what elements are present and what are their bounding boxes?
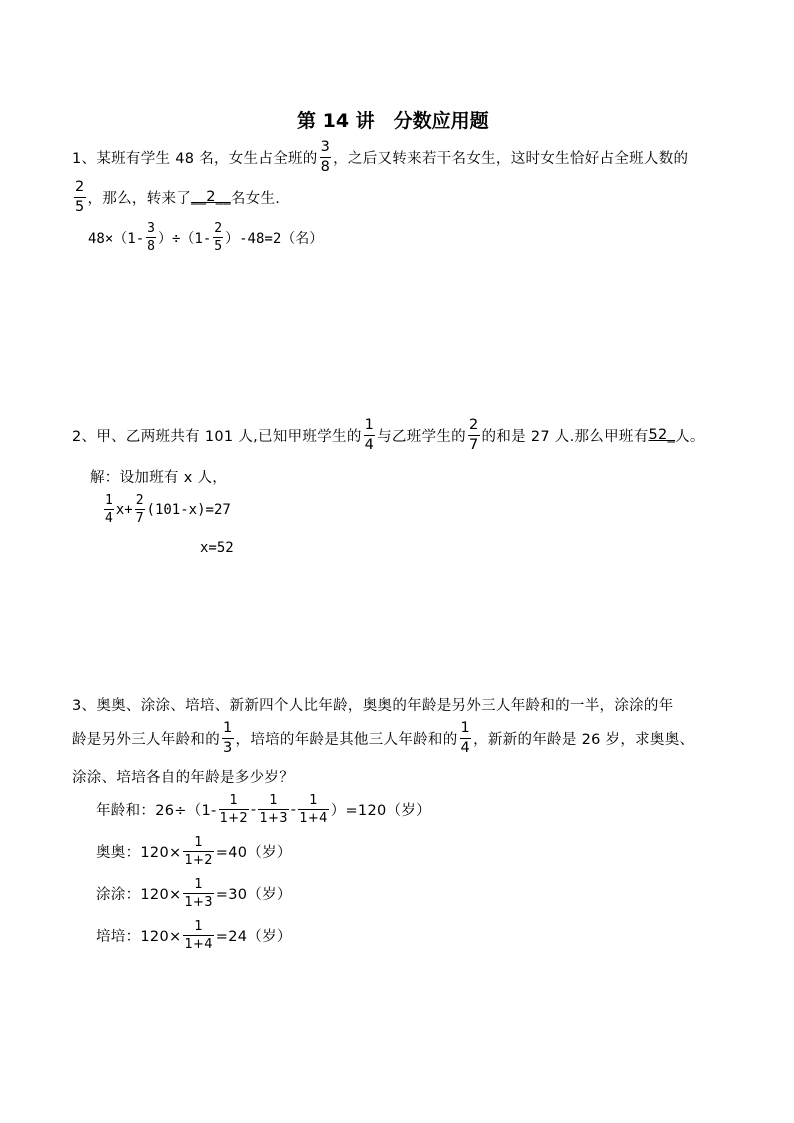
fraction-numerator: 1 [364, 417, 375, 433]
fraction-denominator: 3 [223, 739, 233, 756]
q3-step-tutu [96, 878, 292, 909]
fraction-numerator: 2 [135, 493, 144, 508]
q1-text-a: 1、某班有学生 48 名，女生占全班的 [72, 150, 318, 167]
fraction-numerator: 3 [320, 139, 331, 155]
fraction-denominator: 7 [468, 436, 479, 453]
q2-answer: 52_ [648, 427, 676, 443]
q3-step-aoao-a: 奥奥：120× [96, 845, 182, 861]
q1-text-d: 名女生. [230, 190, 281, 207]
q3-step-peipei-b: =24（岁） [215, 929, 292, 945]
q1-solution-part-c: ）-48=2（名） [225, 230, 324, 247]
fraction-numerator: 1 [194, 877, 203, 892]
q2-eq-fraction-2-7 [135, 494, 145, 525]
q3-step-total-b: ）=120（岁） [330, 803, 431, 819]
q1-fraction-3-8 [320, 140, 332, 174]
q1-solution-fraction-3-8 [146, 222, 156, 253]
fraction-numerator: 2 [468, 417, 479, 433]
q1-line-2 [72, 180, 280, 214]
q3-step-peipei [96, 920, 292, 951]
q3-fraction-1-4 [460, 721, 472, 755]
q2-equation [102, 494, 231, 525]
fraction-numerator: 1 [194, 919, 203, 934]
minus-sign: - [290, 801, 297, 818]
page-title: 第 14 讲 分数应用题 [297, 110, 489, 132]
q2-result: x=52 [200, 540, 234, 556]
q3-step-aoao-b: =40（岁） [215, 845, 292, 861]
q3-total-fraction-1 [219, 794, 249, 825]
q3-step-total-a: 年龄和：26÷（1- [96, 803, 217, 819]
q3-fraction-1-3 [222, 721, 234, 755]
q3-text-a: 龄是另外三人年龄和的 [72, 731, 220, 748]
fraction-numerator: 1 [194, 835, 203, 850]
fraction-numerator: 3 [147, 221, 155, 236]
q1-text-c: ，那么，转来了 [87, 190, 192, 207]
fraction-denominator: 4 [105, 511, 113, 526]
q2-text-c: 的和是 27 人.那么甲班有 [481, 428, 649, 445]
fraction-denominator: 5 [75, 198, 85, 215]
q3-line-1: 3、奥奥、涂涂、培培、新新四个人比年龄，奥奥的年龄是另外三人年龄和的一半，涂涂的年 [72, 698, 674, 714]
fraction-denominator: 8 [320, 158, 331, 175]
q1-solution-part-b: ）÷（1- [157, 230, 212, 247]
q2-eq-part-b: (101-x)=27 [146, 501, 231, 518]
q1-solution-fraction-2-5 [213, 222, 223, 253]
q2-text-d: 人。 [675, 428, 705, 445]
fraction-numerator: 1 [269, 793, 278, 808]
q2-text-a: 2、甲、乙两班共有 101 人,已知甲班学生的 [72, 428, 362, 445]
q3-step-tutu-a: 涂涂：120× [96, 887, 182, 903]
q3-tutu-fraction [183, 878, 213, 909]
fraction-numerator: 1 [460, 720, 471, 736]
q3-step-total [96, 794, 431, 825]
minus-sign: - [250, 801, 257, 818]
fraction-denominator: 1+3 [184, 895, 213, 910]
q3-step-aoao [96, 836, 292, 867]
q1-line-1 [72, 140, 688, 174]
fraction-denominator: 1+4 [299, 811, 328, 826]
fraction-numerator: 1 [105, 493, 113, 508]
q1-fraction-2-5 [74, 180, 86, 214]
q3-total-fraction-3 [298, 794, 328, 825]
fraction-denominator: 1+3 [259, 811, 288, 826]
fraction-numerator: 2 [75, 179, 85, 195]
fraction-denominator: 5 [214, 239, 223, 254]
q3-step-tutu-b: =30（岁） [215, 887, 292, 903]
q2-eq-fraction-1-4 [104, 494, 114, 525]
q2-fraction-2-7 [468, 418, 480, 452]
q2-fraction-1-4 [364, 418, 376, 452]
q3-text-c: ，新新的年龄是 26 岁，求奥奥、 [473, 731, 695, 748]
fraction-denominator: 1+2 [219, 811, 248, 826]
q2-solution-intro: 解：设加班有 x 人， [90, 470, 228, 486]
q2-text-b: 与乙班学生的 [377, 428, 466, 445]
q2-eq-part-a: x+ [115, 501, 133, 518]
q3-text-b: ，培培的年龄是其他三人年龄和的 [235, 731, 458, 748]
q3-line-3: 涂涂、培培各自的年龄是多少岁？ [72, 770, 294, 786]
q1-solution [88, 222, 323, 253]
fraction-denominator: 4 [460, 739, 471, 756]
fraction-denominator: 8 [147, 239, 155, 254]
fraction-denominator: 1+4 [184, 937, 213, 952]
q3-line-2 [72, 721, 694, 755]
fraction-denominator: 7 [135, 511, 144, 526]
fraction-numerator: 1 [223, 720, 233, 736]
q3-total-fraction-2 [258, 794, 288, 825]
q3-step-peipei-a: 培培：120× [96, 929, 182, 945]
fraction-numerator: 1 [309, 793, 318, 808]
fraction-denominator: 4 [364, 436, 375, 453]
q3-peipei-fraction [183, 920, 213, 951]
q3-aoao-fraction [183, 836, 213, 867]
q1-text-b: ，之后又转来若干名女生，这时女生恰好占全班人数的 [333, 150, 689, 167]
fraction-denominator: 1+2 [184, 853, 213, 868]
fraction-numerator: 2 [214, 221, 223, 236]
fraction-numerator: 1 [229, 793, 239, 808]
q1-answer: __2__ [191, 189, 231, 205]
q2-line-1 [72, 418, 705, 452]
q1-solution-part-a: 48×（1- [88, 230, 145, 247]
